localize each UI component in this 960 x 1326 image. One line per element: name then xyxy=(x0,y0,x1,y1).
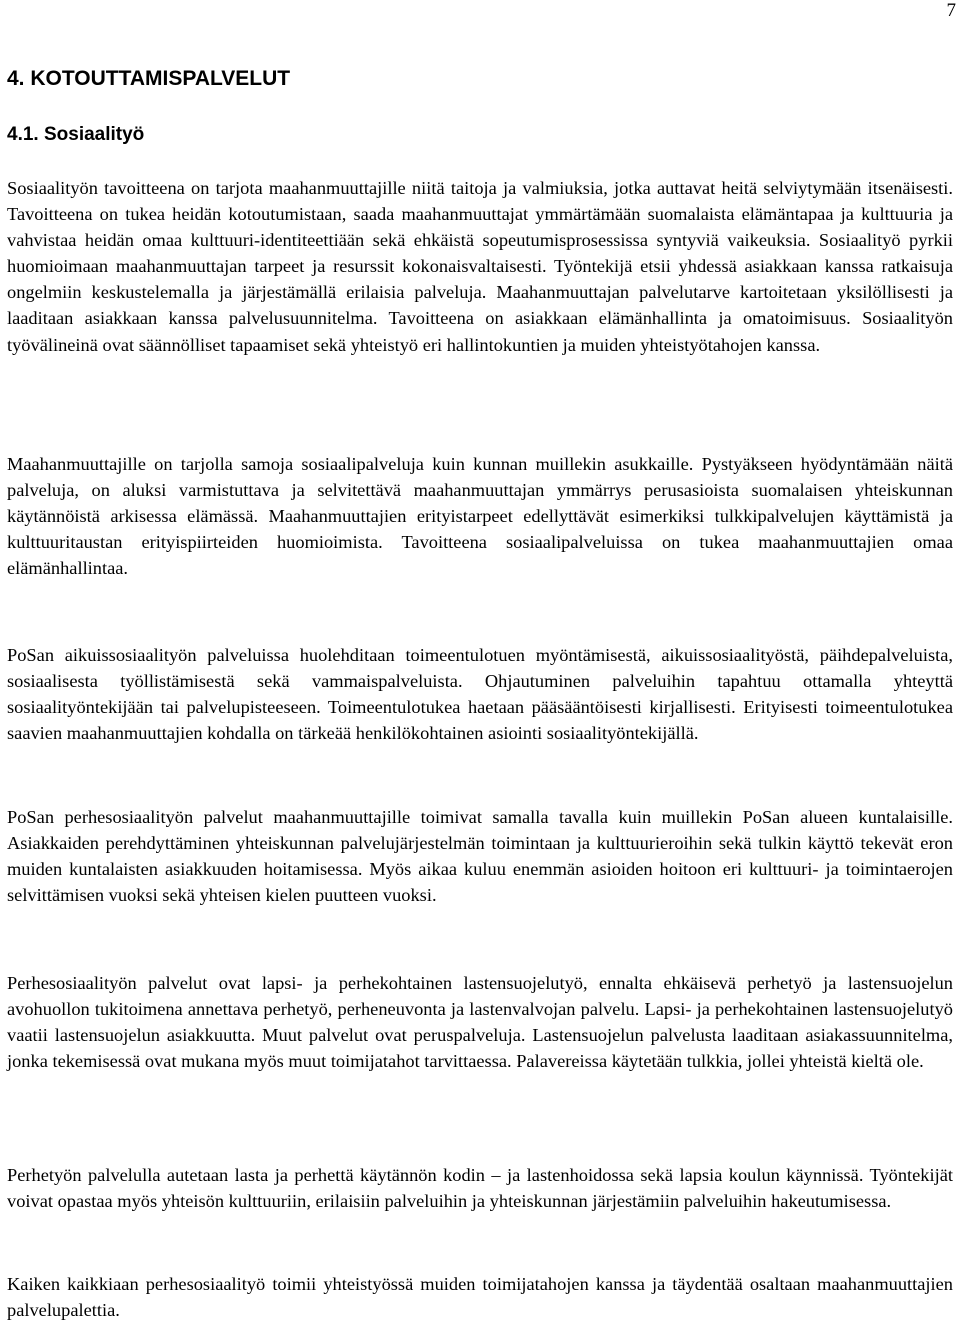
subsection-heading: 4.1. Sosiaalityö xyxy=(7,124,145,145)
page-number: 7 xyxy=(946,0,956,21)
paragraph: PoSan perhesosiaalityön palvelut maahanmuuttajille toimivat samalla tavalla kuin muillekin PoSan alueen kuntalaisille. Asiakkaiden perehdyttäminen yhteiskunnan palvelujärjestelmän toimintaan ja kulttuurieroihin sekä tulkin käyttö tekevät eron muiden kuntalaisten asiakkuuden hoitamisessa. Myös aikaa kuluu enemmän asioiden hoitoon eri kulttuuri- ja toimintaerojen selvittämisen vuoksi sekä yhteisen kielen puutteen vuoksi. xyxy=(7,807,953,906)
paragraph: Perhetyön palvelulla autetaan lasta ja perhettä käytännön kodin – ja lastenhoidossa sekä lapsia koulun käynnissä. Työntekijät voivat opastaa myös yhteisön kulttuuriin, erilaisiin palveluihin ja yhteiskunnan järjestämiin palveluihin hakeutumisessa. xyxy=(7,1165,953,1212)
paragraph: Perhesosiaalityön palvelut ovat lapsi- ja perhekohtainen lastensuojelutyö, ennalta ehkäisevä perhetyö ja lastensuojelun avohuollon tukitoimena annettava perhetyö, perheneuvonta ja lastenvalvojan palvelu. Lapsi- ja perhekohtainen lastensuojelutyö vaatii lastensuojelun asiakkuutta. Muut palvelut ovat peruspalveluja. Lastensuojelun palvelusta laaditaan asiakassuunnitelma, jonka tekemisessä ovat mukana myös muut toimijatahot tarvittaessa. Palavereissa käytetään tulkkia, jollei yhteistä kieltä ole. xyxy=(7,973,953,1072)
paragraph: PoSan aikuissosiaalityön palveluissa huolehditaan toimeentulotuen myöntämisestä, aikuissosiaalityöstä, päihdepalveluista, sosiaalisesta työllistämisestä sekä vammaispalveluista. Ohjautuminen palveluihin tapahtuu ottamalla yhteyttä sosiaalityöntekijään tai palvelupisteeseen. Toimeentulotukea haetaan pääsääntöisesti kirjallisesti. Erityisesti toimeentulotukea saavien maahanmuuttajien kohdalla on tärkeää henkilökohtainen asiointi sosiaalityöntekijällä. xyxy=(7,645,953,744)
paragraph: Sosiaalityön tavoitteena on tarjota maahanmuuttajille niitä taitoja ja valmiuksia, jotka auttavat heitä selviytymään itsenäisesti. Tavoitteena on tukea heidän kotoutumistaan, saada maahanmuuttajat ymmärtämään suomalaista elämäntapaa ja kulttuuria ja vahvistaa heidän omaa kulttuuri-identiteettiään sekä ehkäistä sopeutumisprosessissa syntyviä vaikeuksia. Sosiaalityö pyrkii huomioimaan maahanmuuttajan tarpeet ja resurssit kokonaisvaltaisesti. Työntekijä etsii yhdessä asiakkaan kanssa ratkaisuja ongelmiin keskustelemalla ja järjestämällä erilaisia palveluja. Maahanmuuttajan palvelutarve kartoitetaan yksilöllisesti ja laaditaan asiakkaan kanssa palvelusuunnitelma. Tavoitteena on asiakkaan elämänhallinta ja omatoimisuus. Sosiaalityön työvälineinä ovat säännölliset tapaamiset sekä yhteistyö eri hallintokuntien ja muiden yhteistyötahojen kanssa. xyxy=(7,178,953,355)
paragraph: Maahanmuuttajille on tarjolla samoja sosiaalipalveluja kuin kunnan muillekin asukkaille. Pystyäkseen hyödyntämään näitä palveluja, on aluksi varmistuttava ja selvitettävä maahanmuuttajan ymmärrys perusasioista suomalaisen yhteiskunnan käytännöistä arkisessa elämässä. Maahanmuuttajien erityistarpeet edellyttävät esimerkiksi tulkkipalvelujen käyttämistä ja kulttuuritaustan erityispiirteiden huomioimista. Tavoitteena sosiaalipalveluissa on tukea maahanmuuttajien omaa elämänhallintaa. xyxy=(7,454,953,579)
section-heading: 4. KOTOUTTAMISPALVELUT xyxy=(7,67,291,90)
paragraph: Kaiken kaikkiaan perhesosiaalityö toimii yhteistyössä muiden toimijatahojen kanssa ja täydentää osaltaan maahanmuuttajien palvelupalettia. xyxy=(7,1274,953,1321)
